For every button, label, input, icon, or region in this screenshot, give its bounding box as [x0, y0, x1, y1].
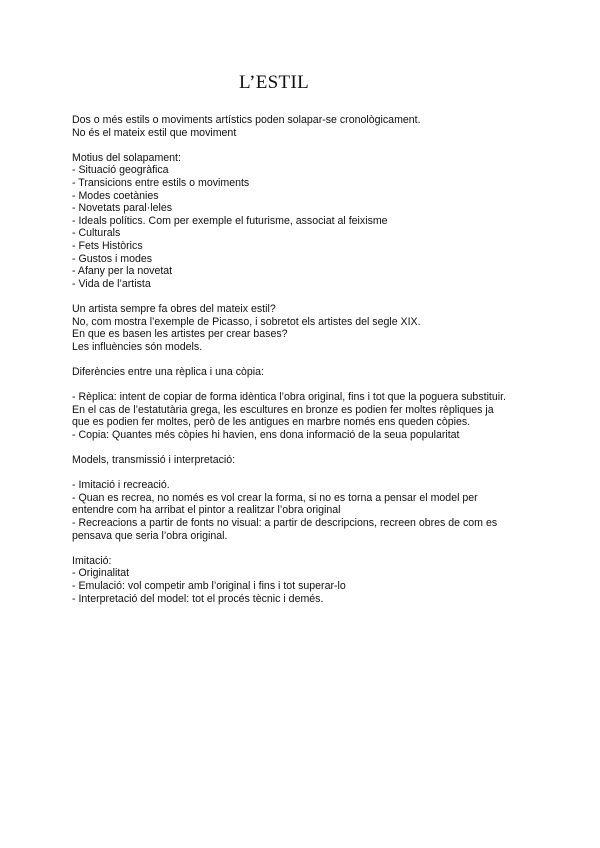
list-item: - Vida de l’artista — [72, 277, 151, 290]
text-line: Les influències són models. — [72, 340, 203, 353]
list-item: - Gustos i modes — [72, 252, 153, 265]
list-item: - Novetats paral·leles — [72, 202, 173, 215]
artista-paragraph — [72, 303, 512, 353]
list-item: - Situació geogràfica — [72, 164, 169, 177]
intro-paragraph — [72, 114, 512, 139]
section-heading: Models, transmissió i interpretació: — [72, 454, 236, 467]
recreacions-text: - Recreacions a partir de fonts no visual: a partir de descripcions, recreen obres de com es pensava que seria l’obra original. — [72, 517, 498, 542]
section-heading: Motius del solapament: — [72, 151, 181, 164]
list-item: - Afany per la novetat — [72, 265, 173, 278]
list-item: - Fets Històrics — [72, 239, 143, 252]
list-item: - Interpretació del model: tot el procés tècnic i demés. — [72, 592, 324, 605]
list-item: - Modes coetànies — [72, 189, 159, 202]
replica-text: - Rèplica: intent de copiar de forma idèntica l’obra original, fins i tot que la poguera substituir. — [72, 391, 506, 404]
list-item: - Originalitat — [72, 567, 130, 580]
diferencies-heading-paragraph — [72, 366, 512, 379]
list-item: - Transicions entre estils o moviments — [72, 176, 250, 189]
text-line: Un artista sempre fa obres del mateix estil? — [72, 302, 276, 315]
section-heading: Diferències entre una rèplica i una còpia: — [72, 365, 264, 378]
recrea-text: - Quan es recrea, no només es vol crear la forma, si no es torna a pensar el model per entendre com ha arribat el pintor a realitzar l’obra original — [72, 491, 478, 517]
diferencies-section — [72, 391, 512, 441]
section-heading: Imitació: — [72, 554, 112, 567]
imitacio-section — [72, 555, 512, 605]
imitacio-recreacio-text: - Imitació i recreació. — [72, 479, 170, 492]
text-line: No, com mostra l’exemple de Picasso, i sobretot els artistes del segle XIX. — [72, 315, 421, 328]
document-body — [72, 114, 512, 618]
text-line: En que es basen les artistes per crear bases? — [72, 328, 288, 341]
list-item: - Emulació: vol competir amb l’original i fins i tot superar-lo — [72, 579, 346, 592]
solapament-section — [72, 152, 512, 291]
intro-line: Dos o més estils o moviments artístics poden solapar-se cronològicament. — [72, 114, 421, 126]
copia-text: - Copia: Quantes més còpies hi havien, ens dona informació de la seua popularitat — [72, 428, 460, 441]
page-title: L’ESTIL — [238, 72, 309, 93]
models-section — [72, 479, 512, 542]
list-item: - Culturals — [72, 227, 121, 240]
list-item: - Ideals polítics. Com per exemple el futurisme, associat al feixisme — [72, 214, 388, 227]
intro-line: No és el mateix estil que moviment — [72, 126, 237, 139]
estatuaria-text: En el cas de l’estatutària grega, les escultures en bronze es podien fer moltes rèpliques ja que es podien fer moltes, però de les antigues en marbre només ens queden còpies. — [72, 403, 494, 429]
models-heading-paragraph — [72, 454, 512, 467]
